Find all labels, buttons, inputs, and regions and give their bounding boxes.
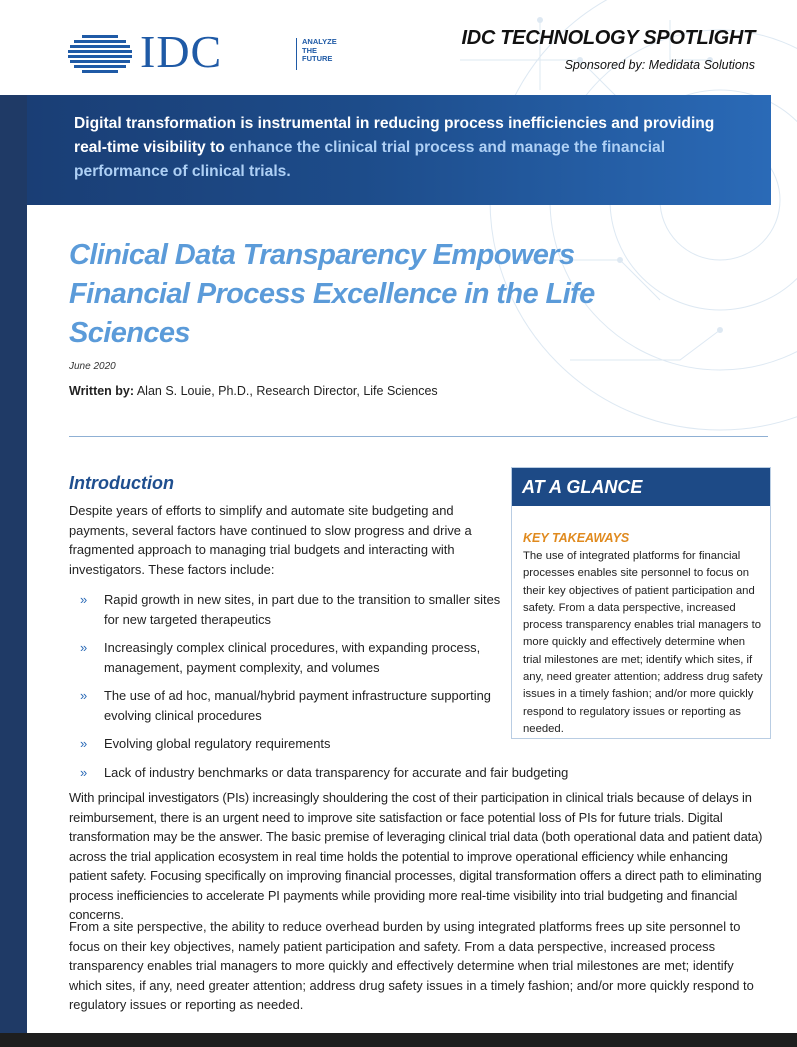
summary-banner	[27, 95, 771, 205]
banner-text-highlight: enhance the clinical trial process and manage the financial performance of clinical trials.	[74, 139, 666, 180]
factors-list	[80, 590, 569, 783]
list-item	[80, 763, 624, 783]
list-item	[80, 638, 510, 686]
intro-paragraph-2: With principal investigators (PIs) increasingly shouldering the cost of their participation in clinical trials because of delays in reimbursement, there is an urgent need to improve site satisfaction or face potential loss of PIs for future trials. Digital transformation may be the answer. The basic premise of leveraging clinical trial data (both operational data and patient data) across the trial application ecosystem in real time holds the potential to improve operational efficiency while enhancing patient safety. Focusing specifically on improving financial processes, digital transformation offers a direct path to eliminating process inefficiencies to accelerate PI payments while providing more real-time visibility into trial budgeting and financial concerns.	[69, 790, 763, 922]
sponsor-line: Sponsored by: Medidata Solutions	[564, 58, 755, 72]
author-name: Alan S. Louie, Ph.D., Research Director, Life Sciences	[134, 384, 438, 398]
list-item	[80, 590, 510, 638]
banner-text-main: Digital transformation is instrumental in reducing process inefficiencies and providing real-time visibility to	[74, 115, 715, 156]
logo-separator	[296, 38, 297, 70]
logo-tagline-line: ANALYZE	[302, 37, 337, 46]
logo-tagline	[302, 38, 362, 64]
left-accent-bar	[0, 95, 27, 1047]
chevron-bullet-icon: »	[80, 736, 88, 751]
chevron-bullet-icon: »	[80, 688, 88, 703]
document-title: Clinical Data Transparency Empowers Financial Process Excellence in the Life Sciences	[69, 239, 595, 349]
list-item	[80, 734, 510, 763]
list-item-text: Increasingly complex clinical procedures, with expanding process, management, payment complexity, and volumes	[104, 640, 481, 675]
document-author	[69, 384, 438, 398]
list-item-text: Rapid growth in new sites, in part due to the transition to smaller sites for new targeted therapeutics	[104, 592, 501, 627]
list-item-text: Lack of industry benchmarks or data transparency for accurate and fair budgeting	[104, 765, 569, 780]
logo-wordmark: IDC	[140, 26, 223, 77]
at-a-glance-header	[512, 468, 770, 506]
divider	[69, 436, 768, 437]
list-item-text: Evolving global regulatory requirements	[104, 736, 331, 751]
spotlight-title: IDC TECHNOLOGY SPOTLIGHT	[461, 27, 755, 49]
at-a-glance-box	[511, 467, 771, 739]
idc-logo	[68, 26, 337, 77]
intro-paragraph-1: Despite years of efforts to simplify and automate site budgeting and payments, several factors have continued to slow progress and drive a fragmented approach to managing trial budgets and interacting with investigators. These factors include:	[69, 503, 472, 577]
logo-tagline-line: FUTURE	[302, 54, 333, 63]
list-item-text: The use of ad hoc, manual/hybrid payment infrastructure supporting evolving clinical procedures	[104, 688, 491, 723]
author-label: Written by:	[69, 384, 135, 398]
chevron-bullet-icon: »	[80, 765, 88, 780]
document-date: June 2020	[69, 361, 116, 372]
globe-logo-icon	[68, 34, 132, 74]
chevron-bullet-icon: »	[80, 640, 88, 655]
list-item	[80, 686, 510, 734]
logo-tagline-line: THE	[302, 45, 317, 55]
banner-text	[74, 112, 744, 184]
chevron-bullet-icon: »	[80, 592, 88, 607]
bottom-bar	[0, 1033, 797, 1047]
key-takeaways-body: The use of integrated platforms for financial processes enables site personnel to focus on their key objectives of patient participation and safety. From a data perspective, increased process transparency enables trial managers to more quickly and effectively determine when trial milestones are met; identify which sites, if any, need greater attention; address drug safety issues in a timely fashion; and/or more quickly respond to regulatory issues or reporting as needed.	[523, 550, 763, 735]
key-takeaways-heading: KEY TAKEAWAYS	[523, 531, 630, 545]
introduction-heading: Introduction	[69, 473, 174, 493]
at-a-glance-title: AT A GLANCE	[522, 477, 643, 497]
intro-paragraph-3: From a site perspective, the ability to reduce overhead burden by using integrated platforms frees up site personnel to focus on their key objectives, namely patient participation and safety. From a data perspective, increased process transparency enables trial managers to more quickly and effectively determine when trial milestones are met; identify which sites, if any, need greater attention; address drug safety issues in a timely fashion; and/or more quickly respond to regulatory issues or reporting as needed.	[69, 919, 754, 1012]
